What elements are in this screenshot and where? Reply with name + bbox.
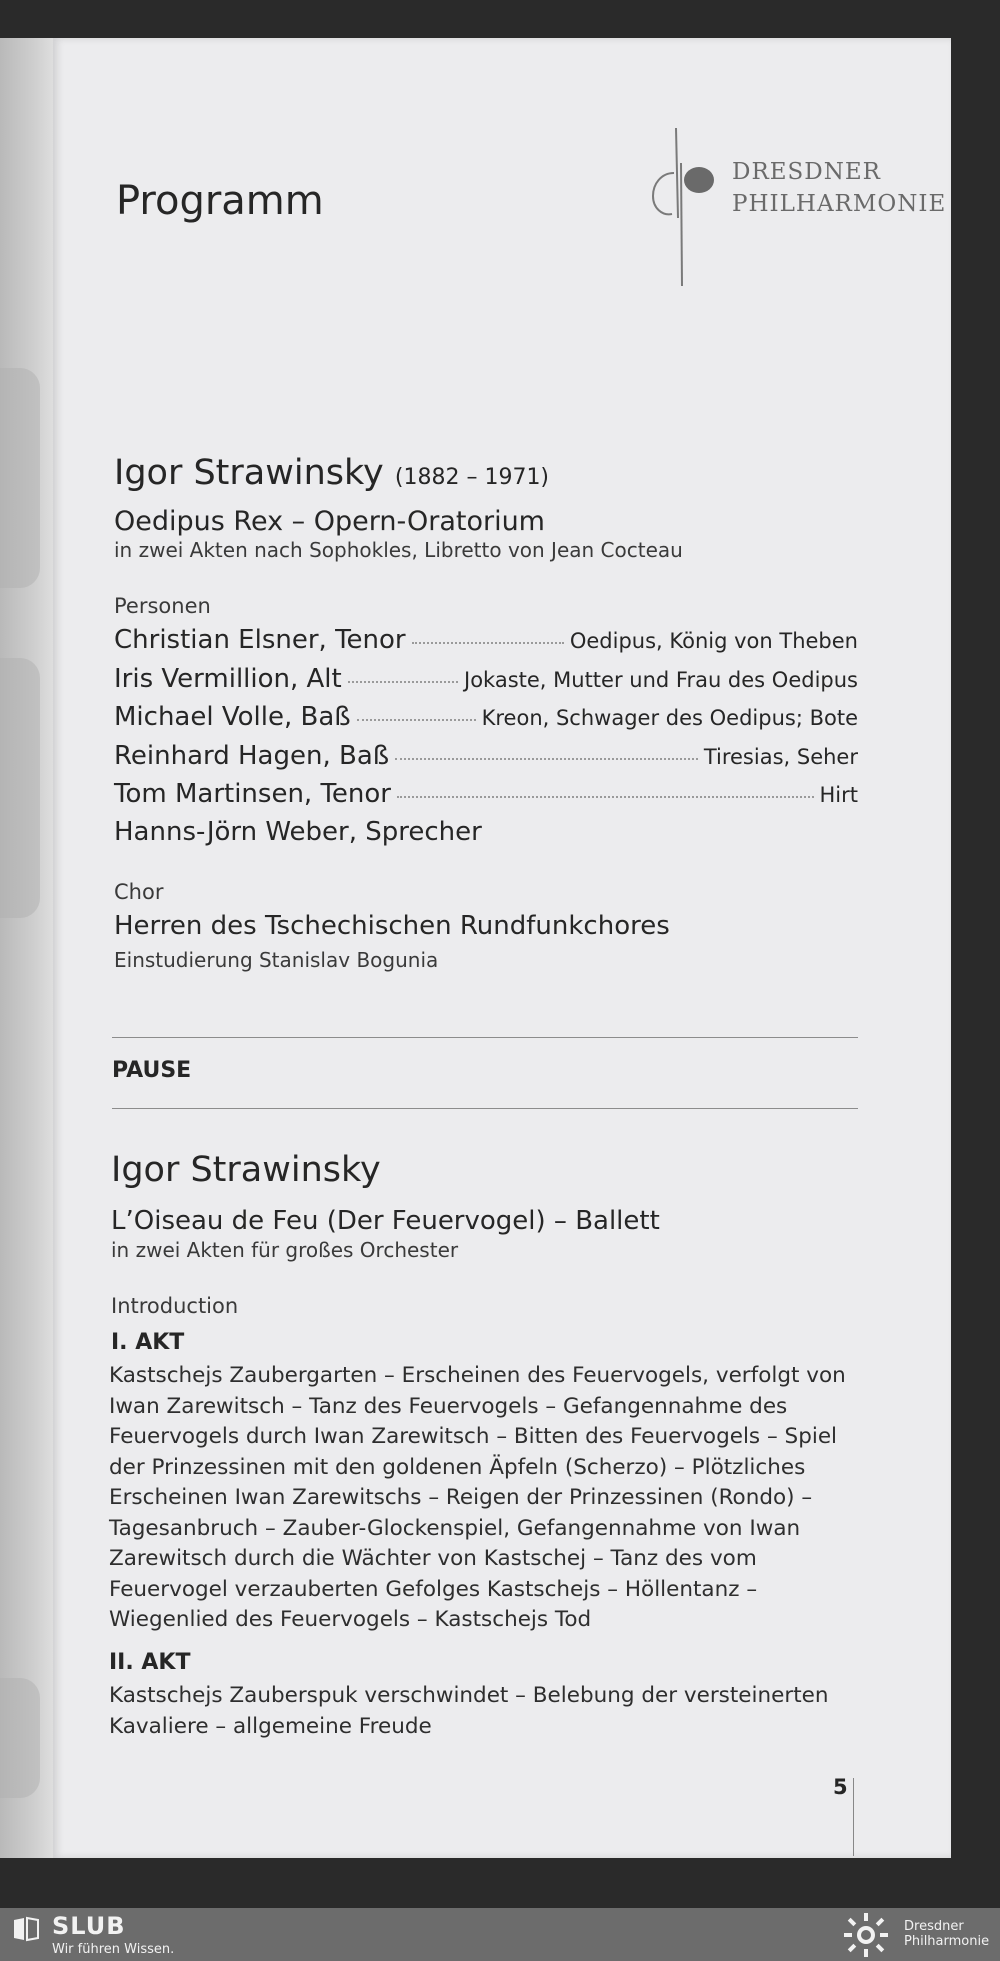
act1-line: der Prinzessinen mit den goldenen Äpfeln (Scherzo) – Plötzliches <box>109 1454 806 1480</box>
partner-line-2: Philharmonie <box>904 1934 990 1949</box>
work1-composer-dates: (1882 – 1971) <box>394 465 550 490</box>
choir-name: Herren des Tschechischen Rundfunkchores <box>114 911 670 941</box>
leader-dots <box>397 796 814 798</box>
act2-description <box>109 1681 859 1742</box>
cast-name: Christian Elsner, Tenor <box>114 625 406 655</box>
work2-subtitle: in zwei Akten für großes Orchester <box>111 1238 459 1262</box>
facing-page-edge <box>0 38 58 1858</box>
cast-row <box>114 779 858 813</box>
choir-director: Einstudierung Stanislav Bogunia <box>114 948 439 972</box>
philharmonie-emblem-icon <box>840 1912 892 1958</box>
act2-line: Kastschejs Zauberspuk verschwindet – Belebung der versteinerten <box>109 1683 829 1708</box>
divider-bottom <box>112 1108 858 1109</box>
leader-dots <box>395 758 698 760</box>
act1-line: Feuervogel verzauberten Gefolges Kastschejs – Höllentanz – <box>109 1576 758 1602</box>
cast-role: Tiresias, Seher <box>703 745 858 769</box>
cast-role: Kreon, Schwager des Oedipus; Bote <box>481 706 858 730</box>
act1-heading: I. AKT <box>111 1330 185 1355</box>
leader-dots <box>412 642 564 644</box>
introduction-label: Introduction <box>111 1294 239 1318</box>
work1-subtitle: in zwei Akten nach Sophokles, Libretto von Jean Cocteau <box>114 538 683 562</box>
work1-title: Oedipus Rex – Opern-Oratorium <box>114 506 545 537</box>
cast-name: Reinhard Hagen, Baß <box>114 741 390 771</box>
partner-line-1: Dresdner <box>904 1919 964 1934</box>
act1-description <box>109 1361 859 1636</box>
act1-line: Iwan Zarewitsch – Tanz des Feuervogels – Gefangennahme des <box>109 1393 788 1419</box>
cast-role: Oedipus, König von Theben <box>569 629 858 653</box>
cast-row <box>114 702 858 736</box>
viewer-footer-bar <box>0 1908 1000 1961</box>
choir-label: Chor <box>114 880 164 904</box>
cast-name: Tom Martinsen, Tenor <box>114 779 391 809</box>
act2-line: Kavaliere – allgemeine Freude <box>109 1713 432 1739</box>
act1-line: Kastschejs Zaubergarten – Erscheinen des Feuervogels, verfolgt von <box>109 1363 846 1388</box>
logo-line-1: DRESDNER <box>732 159 881 185</box>
act1-line: Wiegenlied des Feuervogels – Kastschejs Tod <box>109 1607 592 1632</box>
divider-top <box>112 1037 858 1038</box>
slub-book-icon <box>12 1916 40 1942</box>
slub-motto: Wir führen Wissen. <box>52 1942 175 1957</box>
page-number: 5 <box>833 1775 848 1799</box>
work2-title: L’Oiseau de Feu (Der Feuervogel) – Ballett <box>111 1206 660 1236</box>
slub-wordmark: SLUB <box>52 1912 126 1940</box>
act1-line: Erscheinen Iwan Zarewitschs – Reigen der Prinzessinen (Rondo) – <box>109 1485 813 1510</box>
pause-label: PAUSE <box>112 1058 192 1083</box>
work2-composer: Igor Strawinsky <box>111 1150 381 1190</box>
cast-role: Hirt <box>819 783 858 807</box>
cast-label: Personen <box>114 594 211 618</box>
dresdner-philharmonie-logo <box>641 128 721 288</box>
philharmonie-wordmark <box>904 1919 989 1949</box>
work1-composer <box>114 453 549 493</box>
cast-row <box>114 741 858 775</box>
logo-wordmark <box>732 156 946 220</box>
cast-name: Michael Volle, Baß <box>114 702 351 732</box>
cast-name: Hanns-Jörn Weber, Sprecher <box>114 817 482 847</box>
cast-name: Iris Vermillion, Alt <box>114 664 342 694</box>
act2-heading: II. AKT <box>109 1650 191 1675</box>
cast-row <box>114 817 858 851</box>
page-title: Programm <box>116 178 324 224</box>
act1-line: Zarewitsch durch die Wächter von Kastschej – Tanz des vom <box>109 1546 757 1571</box>
page-number-rule <box>853 1778 854 1856</box>
cast-row <box>114 625 858 659</box>
work1-composer-name: Igor Strawinsky <box>114 453 384 493</box>
act1-line: Tagesanbruch – Zauber-Glockenspiel, Gefangennahme von Iwan <box>109 1515 801 1541</box>
leader-dots <box>357 719 476 721</box>
logo-line-2: PHILHARMONIE <box>732 191 947 217</box>
cast-row <box>114 664 858 698</box>
act1-line: Feuervogels durch Iwan Zarewitsch – Bitten des Feuervogels – Spiel <box>109 1424 838 1449</box>
program-page <box>53 38 951 1858</box>
leader-dots <box>348 681 458 683</box>
cast-role: Jokaste, Mutter und Frau des Oedipus <box>464 668 858 692</box>
